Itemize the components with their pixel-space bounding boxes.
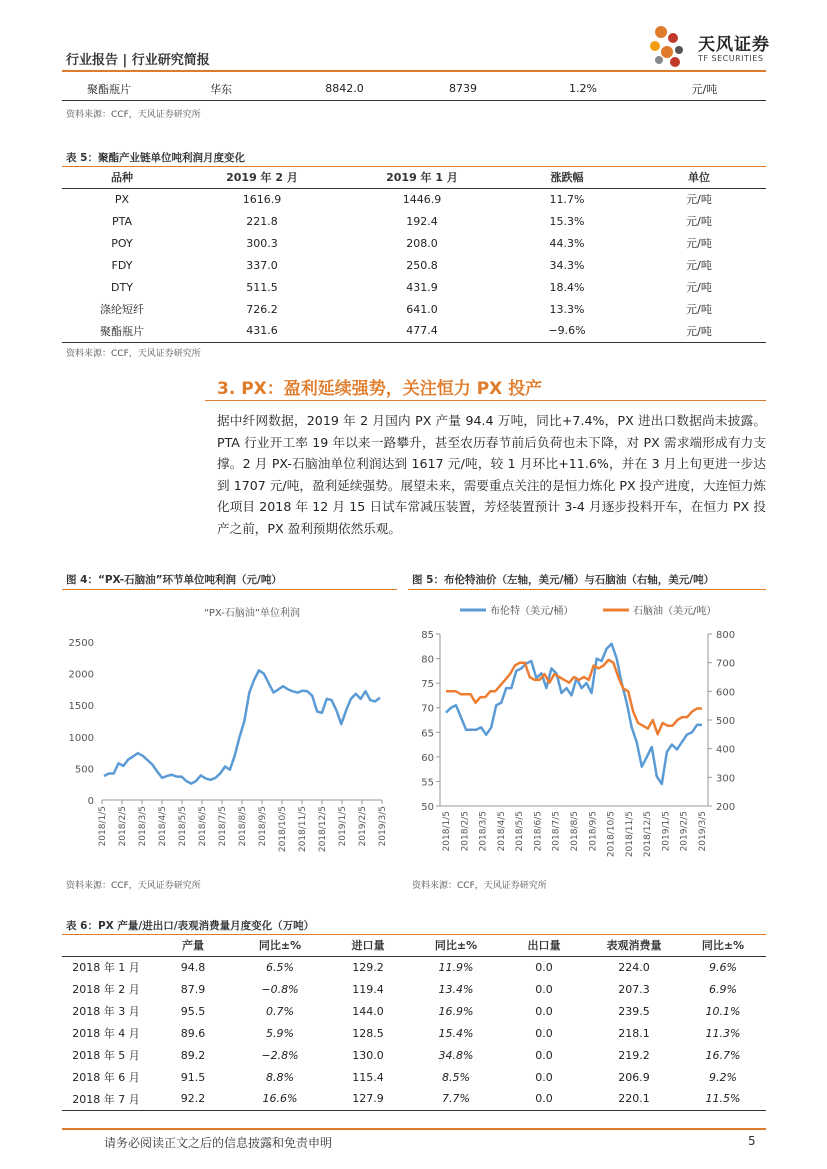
chart2-x-tick-label: 2018/9/5: [588, 811, 599, 852]
table5-header-cell: 单位: [688, 170, 710, 184]
table-cell: 2018 年 5 月: [72, 1049, 140, 1062]
table5: [62, 166, 766, 343]
table-cell: 250.8: [406, 258, 438, 272]
table-cell: 431.9: [406, 280, 438, 294]
table-cell: 10.1%: [705, 1004, 741, 1018]
table-cell: 219.2: [618, 1048, 650, 1062]
table-cell: 89.6: [180, 1026, 206, 1040]
table-cell: 44.3%: [549, 236, 585, 250]
table-cell: PX: [114, 192, 130, 206]
table-cell: 0.0: [535, 960, 553, 974]
table-cell: 221.8: [246, 214, 278, 228]
chart1-x-tick-label: 2018/7/5: [218, 806, 228, 847]
table-cell: 0.7%: [266, 1004, 294, 1018]
chart2-x-tick-label: 2019/3/5: [698, 811, 708, 852]
table-cell: 11.7%: [549, 192, 585, 206]
table-cell: 224.0: [618, 960, 650, 974]
chart1-y-tick-label: 2000: [68, 669, 94, 681]
figure5-caption-line: [408, 589, 766, 590]
chart1-x-tick-label: 2018/10/5: [278, 806, 288, 853]
chart2-x-tick-label: 2018/3/5: [478, 811, 489, 852]
table-cell: −9.6%: [548, 324, 586, 338]
chart1-x-tick-label: 2018/9/5: [258, 806, 268, 847]
table-cell: 9.6%: [709, 960, 737, 974]
chart2-right-tick-label: 700: [716, 658, 736, 670]
table-cell: 聚酯瓶片: [100, 324, 144, 338]
chart1-y-tick-label: 1000: [68, 732, 94, 744]
logo-text-en: TF SECURITIES: [698, 54, 764, 63]
table-cell: 206.9: [618, 1070, 650, 1084]
table5-header-cell: 2019 年 1 月: [386, 170, 458, 184]
chart2-right-tick-label: 400: [716, 744, 736, 756]
table6-caption: 表 6：PX 产量/进出口/表观消费量月度变化（万吨）: [66, 920, 315, 932]
chart1-x-tick-label: 2018/3/5: [138, 806, 148, 847]
table-cell: 11.9%: [438, 960, 474, 974]
table-cell: 元/吨: [686, 215, 712, 228]
table5-header-cell: 2019 年 2 月: [226, 170, 298, 184]
table-cell: 1.2%: [569, 82, 597, 96]
table6-header-cell: 同比±%: [701, 938, 745, 952]
chart1-series-line: [104, 670, 380, 783]
figure4-source: 资料来源：CCF，天风证券研究所: [66, 881, 201, 891]
table-row: [62, 1066, 766, 1088]
table-cell: POY: [111, 236, 133, 250]
table-row: [62, 1000, 766, 1022]
table-cell: 431.6: [246, 324, 278, 338]
table-cell: 8.8%: [266, 1070, 294, 1084]
table-cell: 207.3: [618, 982, 650, 996]
chart2-x-tick-label: 2018/8/5: [570, 811, 580, 852]
table-cell: 0.0: [535, 1070, 553, 1084]
chart2-x-tick-label: 2018/5/5: [515, 811, 526, 852]
table-row: [62, 320, 766, 342]
chart2-x-tick-label: 2018/11/5: [624, 811, 635, 858]
section-paragraph: 据中纤网数据，2019 年 2 月国内 PX 产量 94.4 万吨，同比+7.4%，PX 进出口数据尚未披露。PTA 行业开工率 19 年以来一路攀升，甚至农历春节前后负荷也未下降，对 PX 需求端形成有力支撑。2 月 PX-石脑油单位利润达到 1617 元/吨，较 1 月环比+11.6%，并在 3 月上旬更进一步达到 1707 元/吨，盈利延续强势。展望未来，需要重点关注的是恒力炼化 PX 投产进度，大连恒力炼化项目 2018 年 12 月 15 日试车常减压装置，芳烃装置预计 3-4 月逐步投料开车，在恒力 PX 投产之前，PX 盈利预期依然乐观。: [217, 413, 766, 536]
table5-header-row: [62, 166, 766, 188]
table-cell: 2018 年 2 月: [72, 983, 140, 996]
table-cell: 0.0: [535, 1026, 553, 1040]
table-cell: 15.3%: [549, 214, 585, 228]
chart2-right-tick-label: 200: [716, 802, 736, 813]
table-cell: 元/吨: [691, 82, 718, 96]
logo-text-cn: 天风证券: [698, 35, 770, 55]
table5-source: 资料来源：CCF，天风证券研究所: [66, 349, 201, 359]
table5-header-cell: 涨跌幅: [550, 170, 584, 184]
table-cell: 元/吨: [686, 193, 712, 207]
table-cell: 89.2: [180, 1048, 206, 1062]
table-cell: 元/吨: [686, 324, 712, 338]
section-title: 3. PX：盈利延续强势，关注恒力 PX 投产: [217, 379, 543, 399]
chart2-right-tick-label: 600: [716, 687, 736, 699]
table-cell: 2018 年 3 月: [72, 1005, 140, 1018]
chart2-left-tick-label: 75: [421, 679, 434, 691]
table-cell: 18.4%: [549, 280, 585, 294]
table-row: [62, 232, 766, 254]
table-cell: 641.0: [406, 302, 438, 316]
chart2-right-tick-label: 800: [716, 630, 736, 641]
table-cell: 130.0: [352, 1048, 384, 1062]
table-row: [62, 210, 766, 232]
chart2-x-tick-label: 2018/12/5: [643, 811, 654, 858]
table-cell: 337.0: [246, 258, 278, 272]
table-cell: 115.4: [352, 1070, 384, 1084]
chart2-left-tick-label: 70: [421, 703, 434, 715]
table-cell: 13.4%: [438, 982, 474, 996]
chart2-legend-label: 石脑油（美元/吨）: [633, 606, 717, 617]
chart1-x-tick-label: 2018/12/5: [318, 806, 328, 853]
table-cell: −0.8%: [261, 982, 299, 996]
chart1-title: “PX-石脑油”单位利润: [203, 608, 301, 619]
table-cell: 6.9%: [709, 982, 737, 996]
table-cell: 119.4: [352, 982, 384, 996]
table-row: [62, 956, 766, 978]
table-cell: 87.9: [180, 982, 206, 996]
table-row: [62, 254, 766, 276]
chart2-series-line-0: [446, 644, 702, 784]
chart2-right-tick-label: 300: [716, 773, 736, 785]
table6-header-cell: 表观消费量: [606, 938, 662, 952]
table-cell: 192.4: [406, 214, 438, 228]
table-cell: 13.3%: [549, 302, 585, 316]
table-cell: DTY: [111, 280, 133, 294]
table-cell: 127.9: [352, 1092, 384, 1106]
chart2-left-tick-label: 65: [421, 728, 434, 740]
report-header-title: 行业报告 | 行业研究简报: [66, 53, 210, 68]
table-cell: 477.4: [406, 324, 438, 338]
section-divider: [205, 400, 766, 401]
chart2-x-tick-label: 2019/1/5: [661, 811, 672, 852]
figure4-caption-line: [62, 589, 397, 590]
table-cell: 8.5%: [442, 1070, 470, 1084]
table-cell: 726.2: [246, 302, 278, 316]
table-row: [62, 276, 766, 298]
table-cell: PTA: [111, 214, 133, 228]
brent-naphtha-chart: [408, 592, 766, 867]
table-cell: 2018 年 4 月: [72, 1027, 140, 1040]
table-cell: 0.0: [535, 1004, 553, 1018]
px-naphtha-profit-chart: [62, 592, 397, 867]
figure5-caption: 图 5：布伦特油价（左轴，美元/桶）与石脑油（右轴，美元/吨）: [412, 574, 715, 586]
table-cell: 2018 年 6 月: [72, 1071, 140, 1084]
table-cell: 元/吨: [686, 237, 712, 250]
chart2-left-tick-label: 60: [421, 752, 434, 764]
table-cell: 34.8%: [438, 1048, 474, 1062]
table5-caption: 表 5：聚酯产业链单位吨利润月度变化: [66, 152, 245, 164]
table-cell: 6.5%: [266, 960, 294, 974]
table6-header-row: [62, 934, 766, 956]
table6-header-cell: 进口量: [351, 938, 385, 952]
table5-header-cell: 品种: [111, 170, 133, 184]
figure5-source: 资料来源：CCF，天风证券研究所: [412, 881, 547, 891]
table-cell: 220.1: [618, 1092, 650, 1106]
table-top-fragment: [62, 78, 766, 101]
chart2-x-tick-label: 2018/1/5: [442, 811, 452, 852]
chart2-series-line-1: [446, 660, 702, 735]
table-cell: 129.2: [352, 960, 384, 974]
table-cell: 5.9%: [266, 1026, 294, 1040]
table-cell: 8842.0: [325, 82, 364, 96]
table-cell: 94.8: [180, 960, 206, 974]
chart1-x-tick-label: 2019/1/5: [338, 806, 348, 847]
chart1-x-tick-label: 2018/6/5: [198, 806, 208, 847]
chart1-y-tick-label: 2500: [68, 638, 94, 649]
chart2-x-tick-label: 2018/10/5: [606, 811, 617, 858]
chart2-left-tick-label: 55: [421, 777, 434, 789]
table-cell: 涤纶短纤: [100, 303, 144, 316]
chart1-y-tick-label: 0: [87, 796, 94, 807]
table-cell: 144.0: [352, 1004, 384, 1018]
table6-header-cell: 同比±%: [434, 938, 478, 952]
chart2-x-tick-label: 2018/4/5: [496, 811, 507, 852]
chart2-x-tick-label: 2018/2/5: [460, 811, 471, 852]
footer-divider: [62, 1128, 766, 1130]
chart2-legend-label: 布伦特（美元/桶）: [490, 606, 574, 617]
table-cell: 1616.9: [242, 192, 282, 206]
chart1-x-tick-label: 2018/1/5: [98, 806, 108, 847]
chart1-x-tick-label: 2019/3/5: [378, 806, 388, 847]
table-row: [62, 1088, 766, 1110]
table6-header-cell: 产量: [182, 938, 204, 952]
table-row: [62, 978, 766, 1000]
table-cell: −2.8%: [261, 1048, 299, 1062]
table-cell: 11.5%: [705, 1092, 741, 1106]
table6-header-cell: 出口量: [527, 938, 561, 952]
chart1-x-tick-label: 2018/4/5: [158, 806, 168, 847]
table-cell: 218.1: [618, 1026, 650, 1040]
chart2-x-tick-label: 2019/2/5: [679, 811, 690, 852]
chart1-x-tick-label: 2018/11/5: [298, 806, 308, 853]
table6: [62, 934, 766, 1111]
chart2-left-tick-label: 85: [421, 630, 434, 641]
table-cell: 300.3: [246, 236, 278, 250]
table-cell: 16.7%: [705, 1048, 741, 1062]
header-divider: [62, 70, 766, 72]
table-cell: 16.6%: [262, 1092, 298, 1106]
table-cell: 0.0: [535, 1048, 553, 1062]
table-cell: 2018 年 7 月: [72, 1092, 140, 1106]
table6-header-cell: 同比±%: [258, 938, 302, 952]
chart2-left-tick-label: 50: [421, 802, 434, 813]
table-cell: 128.5: [352, 1026, 384, 1040]
chart1-y-tick-label: 1500: [68, 701, 94, 713]
table-cell: 95.5: [180, 1004, 206, 1018]
table-cell: 8739: [449, 82, 477, 96]
table-cell: 16.9%: [438, 1004, 474, 1018]
table-cell: FDY: [111, 258, 133, 272]
chart1-x-tick-label: 2019/2/5: [358, 806, 368, 847]
chart2-x-tick-label: 2018/6/5: [533, 811, 544, 852]
table-row: [62, 78, 766, 100]
table-cell: 元/吨: [686, 303, 712, 316]
table-cell: 208.0: [406, 236, 438, 250]
table-cell: 元/吨: [686, 281, 712, 294]
table-cell: 7.7%: [442, 1092, 470, 1106]
chart2-x-tick-label: 2018/7/5: [551, 811, 562, 852]
table-cell: 15.4%: [438, 1026, 474, 1040]
page-number: 5: [748, 1134, 756, 1148]
table-row: [62, 298, 766, 320]
chart1-x-tick-label: 2018/5/5: [178, 806, 188, 847]
table-cell: 1446.9: [402, 192, 442, 206]
table6-header-cell: [62, 934, 150, 956]
table-cell: 9.2%: [709, 1070, 737, 1084]
table-cell: 聚酯瓶片: [87, 82, 131, 96]
table-cell: 34.3%: [549, 258, 585, 272]
table-cell: 2018 年 1 月: [72, 961, 140, 975]
table-cell: 11.3%: [705, 1026, 741, 1040]
table-cell: 0.0: [535, 1092, 553, 1106]
table-row: [62, 1022, 766, 1044]
table-cell: 511.5: [246, 280, 278, 294]
table-cell: 92.2: [180, 1092, 206, 1106]
table-row: [62, 188, 766, 210]
table-top-source: 资料来源：CCF，天风证券研究所: [66, 110, 201, 120]
table-cell: 91.5: [180, 1070, 206, 1084]
table-cell: 0.0: [535, 982, 553, 996]
table-cell: 元/吨: [686, 259, 712, 272]
table-cell: 239.5: [618, 1004, 650, 1018]
chart1-y-tick-label: 500: [74, 764, 94, 776]
footer-disclaimer: 请务必阅读正文之后的信息披露和免责申明: [104, 1136, 333, 1150]
chart2-left-tick-label: 80: [421, 654, 434, 666]
table-row: [62, 1044, 766, 1066]
chart2-right-tick-label: 500: [716, 716, 736, 727]
chart1-x-tick-label: 2018/8/5: [238, 806, 248, 847]
figure4-caption: 图 4：“PX-石脑油”环节单位吨利润（元/吨）: [66, 574, 282, 586]
chart1-x-tick-label: 2018/2/5: [118, 806, 128, 847]
table-cell: 华东: [210, 82, 232, 96]
